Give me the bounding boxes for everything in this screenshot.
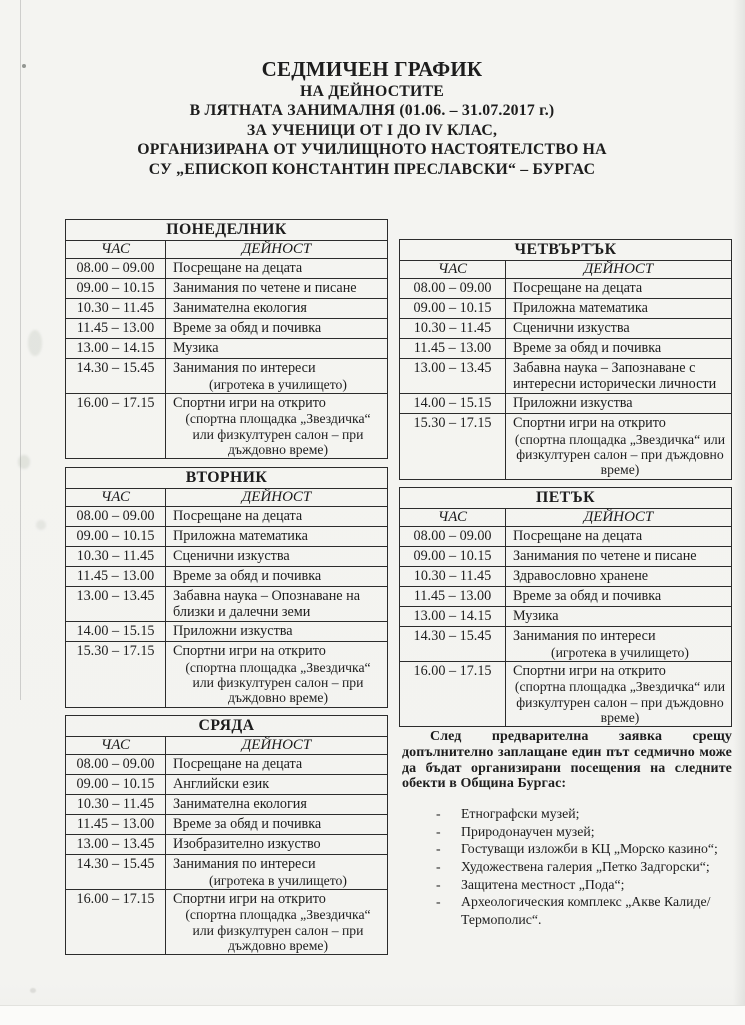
column-header-row	[66, 489, 388, 507]
activity-text: Музика	[173, 340, 219, 356]
title-line-3: В ЛЯТНАТА ЗАНИМАЛНЯ (01.06. – 31.07.2017 г.)	[189, 102, 555, 120]
activity-text: Посрещане на децата	[173, 260, 303, 276]
table-row	[400, 547, 732, 567]
table-row	[66, 815, 388, 835]
scan-speck	[22, 64, 26, 68]
visit-item	[436, 876, 732, 894]
time-cell: 14.30 – 15.45	[66, 855, 166, 890]
time-cell: 14.00 – 15.15	[400, 394, 506, 414]
table-row	[66, 527, 388, 547]
time-cell: 10.30 – 11.45	[400, 319, 506, 339]
activity-text: Време за обяд и почивка	[513, 588, 662, 604]
activity-cell	[166, 279, 388, 299]
table-row	[66, 299, 388, 319]
activity-text: Английски език	[173, 776, 270, 792]
activity-text: Сценични изкуства	[513, 320, 630, 336]
table-row	[66, 567, 388, 587]
scan-edge-shadow	[733, 0, 745, 1005]
activity-cell	[166, 547, 388, 567]
table-row	[400, 339, 732, 359]
column-header-row	[66, 241, 388, 259]
excursions-intro-paragraph: След предварителна заявка срещу допълнително заплащане един път седмично може да бъдат организирани посещения на следните обекти в Община Бургас:	[402, 729, 732, 792]
activity-cell	[506, 661, 732, 727]
activity-text: Изобразително изкуство	[173, 836, 321, 852]
table-row	[66, 642, 388, 708]
visit-item	[436, 840, 732, 858]
activity-cell	[506, 547, 732, 567]
activity-cell	[506, 359, 732, 394]
column-header-row	[400, 261, 732, 279]
time-cell: 11.45 – 13.00	[66, 815, 166, 835]
time-cell: 09.00 – 10.15	[66, 775, 166, 795]
activity-cell	[506, 319, 732, 339]
time-cell: 16.00 – 17.15	[66, 393, 166, 459]
activity-cell	[166, 359, 388, 394]
time-cell: 15.30 – 17.15	[66, 642, 166, 708]
activity-cell	[166, 855, 388, 890]
time-cell: 08.00 – 09.00	[66, 755, 166, 775]
day-title: ВТОРНИК	[66, 468, 388, 489]
visit-item	[436, 805, 732, 823]
table-row	[66, 507, 388, 527]
table-row	[66, 795, 388, 815]
activity-column-header: ДЕЙНОСТ	[166, 737, 388, 755]
time-cell: 16.00 – 17.15	[66, 889, 166, 955]
activity-cell	[166, 587, 388, 622]
activity-text: Музика	[513, 608, 559, 624]
table-row	[66, 755, 388, 775]
dash-marker: -	[436, 823, 441, 839]
day-header-row	[66, 468, 388, 489]
activity-text: Занимателна екология	[173, 796, 307, 812]
activity-cell	[166, 889, 388, 955]
time-cell: 10.30 – 11.45	[66, 299, 166, 319]
activity-cell	[166, 299, 388, 319]
activity-cell	[506, 567, 732, 587]
activity-text: Спортни игри на открито	[173, 643, 326, 660]
table-row	[66, 775, 388, 795]
activity-note: (игротека в училището)	[209, 376, 347, 392]
table-row	[66, 259, 388, 279]
activity-text: Приложна математика	[513, 300, 648, 316]
activity-cell	[506, 607, 732, 627]
time-cell: 09.00 – 10.15	[66, 527, 166, 547]
scan-speck	[18, 455, 30, 469]
time-cell: 08.00 – 09.00	[66, 259, 166, 279]
scanner-bed-strip	[0, 1005, 745, 1025]
time-cell: 13.00 – 14.15	[66, 339, 166, 359]
scan-speck	[28, 330, 42, 356]
time-cell: 11.45 – 13.00	[66, 567, 166, 587]
activity-note: (спортна площадка „Звездичка“ или физкултурен салон – при дъждовно време)	[514, 679, 726, 726]
visit-item	[436, 858, 732, 876]
activity-text: Време за обяд и почивка	[173, 816, 322, 832]
scan-fold-line	[20, 0, 21, 700]
table-row	[66, 587, 388, 622]
activity-cell	[166, 642, 388, 708]
schedule-table-thursday	[399, 239, 732, 480]
activity-text: Посрещане на децата	[173, 508, 303, 524]
activity-cell	[166, 622, 388, 642]
table-row	[400, 319, 732, 339]
day-header-row	[66, 716, 388, 737]
activity-column-header: ДЕЙНОСТ	[166, 241, 388, 259]
time-cell: 08.00 – 09.00	[66, 507, 166, 527]
activity-text: Занимания по четене и писане	[513, 548, 697, 564]
activity-text: Време за обяд и почивка	[513, 340, 662, 356]
day-title: ПЕТЪК	[400, 488, 732, 509]
table-row	[400, 527, 732, 547]
visit-item	[436, 823, 732, 841]
dash-marker: -	[436, 876, 441, 892]
activity-cell	[166, 835, 388, 855]
activity-text: Спортни игри на открито	[513, 415, 666, 432]
table-row	[66, 835, 388, 855]
scan-speck	[36, 520, 46, 530]
time-cell: 09.00 – 10.15	[400, 299, 506, 319]
time-cell: 11.45 – 13.00	[400, 339, 506, 359]
document-title	[36, 57, 708, 179]
visit-item-text: Художествена галерия „Петко Задгорски“;	[461, 858, 710, 874]
time-column-header: ЧАС	[66, 241, 166, 259]
table-row	[66, 319, 388, 339]
activity-cell	[506, 299, 732, 319]
activity-text: Приложни изкуства	[173, 623, 293, 640]
title-line-1: СЕДМИЧЕН ГРАФИК	[261, 57, 483, 81]
dash-marker: -	[436, 894, 441, 910]
activity-cell	[166, 795, 388, 815]
time-cell: 13.00 – 13.45	[400, 359, 506, 394]
activity-text: Забавна наука – Запознаване с интересни исторически личности	[513, 360, 717, 393]
activity-text: Време за обяд и почивка	[173, 320, 322, 336]
time-column-header: ЧАС	[400, 261, 506, 279]
time-cell: 11.45 – 13.00	[400, 587, 506, 607]
day-title: СРЯДА	[66, 716, 388, 737]
table-row	[66, 339, 388, 359]
visit-item-text: Археологическия комплекс „Акве Калиде/Термополис“.	[461, 894, 711, 927]
activity-cell	[506, 627, 732, 662]
activity-note: (игротека в училището)	[551, 644, 689, 660]
activity-cell	[166, 319, 388, 339]
column-header-row	[66, 737, 388, 755]
time-cell: 13.00 – 13.45	[66, 835, 166, 855]
time-cell: 10.30 – 11.45	[66, 547, 166, 567]
activity-cell	[166, 259, 388, 279]
activity-cell	[166, 527, 388, 547]
table-row	[66, 622, 388, 642]
day-title: ЧЕТВЪРТЪК	[400, 240, 732, 261]
table-row	[66, 279, 388, 299]
day-header-row	[66, 220, 388, 241]
time-cell: 09.00 – 10.15	[66, 279, 166, 299]
activity-cell	[506, 414, 732, 480]
column-header-row	[400, 509, 732, 527]
activity-text: Занимателна екология	[173, 300, 307, 316]
dash-marker: -	[436, 858, 441, 874]
table-row	[400, 607, 732, 627]
schedule-table-wednesday	[65, 715, 388, 955]
time-cell: 15.30 – 17.15	[400, 414, 506, 480]
activity-text: Здравословно хранене	[513, 568, 649, 584]
activity-text: Спортни игри на открито	[513, 662, 666, 679]
schedule-table-monday	[65, 219, 388, 459]
activity-text: Посрещане на децата	[513, 280, 643, 296]
time-cell: 13.00 – 13.45	[66, 587, 166, 622]
activity-column-header: ДЕЙНОСТ	[166, 489, 388, 507]
activity-note: (спортна площадка „Звездичка“ или физкултурен салон – при дъждовно време)	[185, 907, 371, 954]
time-cell: 09.00 – 10.15	[400, 547, 506, 567]
time-cell: 14.30 – 15.45	[400, 627, 506, 662]
table-row	[400, 299, 732, 319]
activity-text: Занимания по четене и писане	[173, 280, 357, 296]
activity-cell	[166, 507, 388, 527]
visit-item-text: Етнографски музей;	[461, 806, 580, 822]
activity-cell	[166, 393, 388, 459]
table-row	[400, 567, 732, 587]
table-row	[400, 394, 732, 414]
activity-text: Време за обяд и почивка	[173, 568, 322, 584]
activity-text: Забавна наука – Опознаване на близки и далечни земи	[173, 588, 361, 621]
table-row	[66, 359, 388, 394]
activity-text: Посрещане на децата	[173, 756, 303, 772]
day-header-row	[400, 488, 732, 509]
activity-text: Спортни игри на открито	[173, 394, 326, 411]
activity-note: (игротека в училището)	[209, 872, 347, 888]
activity-cell	[166, 339, 388, 359]
title-line-6: СУ „ЕПИСКОП КОНСТАНТИН ПРЕСЛАВСКИ“ – БУРГАС	[148, 160, 596, 178]
table-row	[400, 279, 732, 299]
day-title: ПОНЕДЕЛНИК	[66, 220, 388, 241]
excursions-section	[402, 729, 732, 928]
time-cell: 08.00 – 09.00	[400, 527, 506, 547]
title-line-4: ЗА УЧЕНИЦИ ОТ I ДО IV КЛАС,	[246, 121, 498, 139]
title-line-2: НА ДЕЙНОСТИТЕ	[299, 83, 444, 100]
table-row	[66, 889, 388, 955]
table-row	[400, 661, 732, 727]
activity-text: Занимания по интереси	[513, 628, 656, 644]
visit-item-text: Защитена местност „Пода“;	[461, 876, 625, 892]
activity-text: Сценични изкуства	[173, 548, 290, 564]
activity-cell	[506, 527, 732, 547]
activity-text: Спортни игри на открито	[173, 890, 326, 907]
activity-cell	[166, 775, 388, 795]
activity-note: (спортна площадка „Звездичка“ или физкултурен салон – при дъждовно време)	[185, 659, 371, 706]
activity-cell	[166, 815, 388, 835]
time-cell: 10.30 – 11.45	[400, 567, 506, 587]
visit-item-text: Гостуващи изложби в КЦ „Морско казино“;	[461, 841, 718, 857]
time-column-header: ЧАС	[400, 509, 506, 527]
activity-text: Приложна математика	[173, 528, 308, 544]
scan-speck	[30, 988, 36, 993]
dash-marker: -	[436, 806, 441, 822]
activity-cell	[506, 587, 732, 607]
time-cell: 11.45 – 13.00	[66, 319, 166, 339]
time-cell: 08.00 – 09.00	[400, 279, 506, 299]
table-row	[400, 359, 732, 394]
schedule-table-tuesday	[65, 467, 388, 708]
time-column-header: ЧАС	[66, 737, 166, 755]
activity-column-header: ДЕЙНОСТ	[506, 509, 732, 527]
visit-item	[436, 893, 732, 928]
table-row	[400, 414, 732, 480]
time-column-header: ЧАС	[66, 489, 166, 507]
table-row	[66, 547, 388, 567]
schedule-table-friday	[399, 487, 732, 727]
visit-list	[402, 805, 732, 928]
activity-text: Занимания по интереси	[173, 856, 316, 872]
activity-cell	[506, 339, 732, 359]
table-row	[400, 587, 732, 607]
time-cell: 13.00 – 14.15	[400, 607, 506, 627]
time-cell: 14.00 – 15.15	[66, 622, 166, 642]
visit-item-text: Природонаучен музей;	[461, 823, 595, 839]
activity-cell	[506, 279, 732, 299]
day-header-row	[400, 240, 732, 261]
time-cell: 10.30 – 11.45	[66, 795, 166, 815]
activity-note: (спортна площадка „Звездичка“ или физкултурен салон – при дъждовно време)	[185, 411, 371, 458]
activity-cell	[506, 394, 732, 414]
dash-marker: -	[436, 841, 441, 857]
activity-text: Посрещане на децата	[513, 528, 643, 544]
table-row	[66, 393, 388, 459]
activity-text: Занимания по интереси	[173, 360, 316, 376]
activity-column-header: ДЕЙНОСТ	[506, 261, 732, 279]
time-cell: 16.00 – 17.15	[400, 661, 506, 727]
title-line-5: ОРГАНИЗИРАНА ОТ УЧИЛИЩНОТО НАСТОЯТЕЛСТВО НА	[137, 141, 607, 159]
activity-cell	[166, 567, 388, 587]
activity-cell	[166, 755, 388, 775]
table-row	[400, 627, 732, 662]
activity-note: (спортна площадка „Звездичка“ или физкултурен салон – при дъждовно време)	[514, 431, 726, 478]
time-cell: 14.30 – 15.45	[66, 359, 166, 394]
table-row	[66, 855, 388, 890]
activity-text: Приложни изкуства	[513, 395, 633, 412]
